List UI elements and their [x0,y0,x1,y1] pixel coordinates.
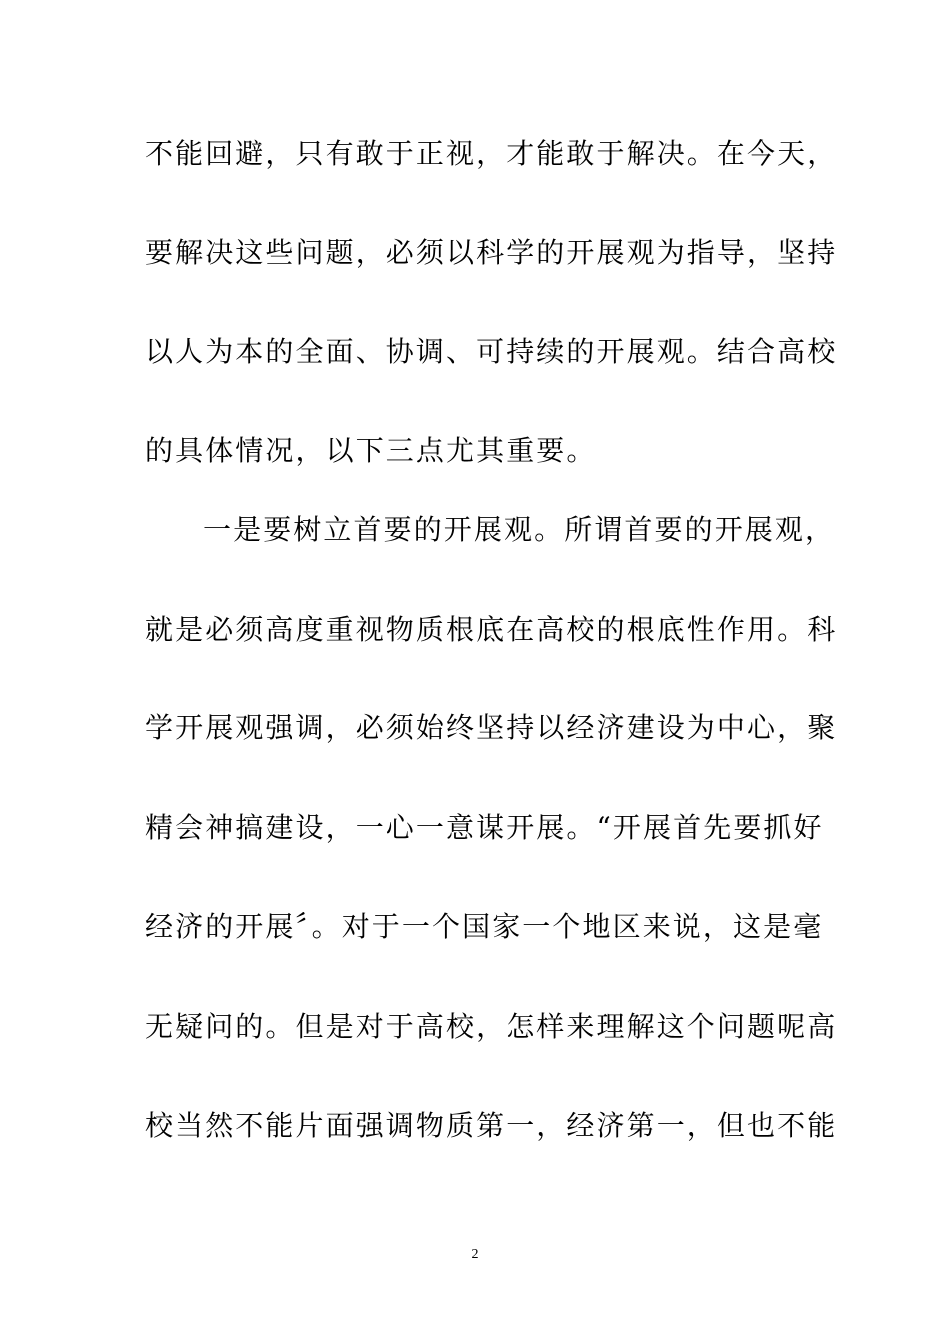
text-line: 的具体情况，以下三点尤其重要。 [145,434,597,467]
page-number: 2 [471,1247,479,1262]
text-line: 不能回避，只有敢于正视，才能敢于解决。在今天， [145,137,838,170]
text-line: 校当然不能片面强调物质第一，经济第一，但也不能 [145,1109,838,1142]
text-line: 经济的开展〞。对于一个国家一个地区来说，这是毫 [145,910,824,943]
paragraph-first-line: 一是要树立首要的开展观。所谓首要的开展观， [203,513,836,546]
text-line: 学开展观强调，必须始终坚持以经济建设为中心，聚 [145,711,838,744]
text-line: 就是必须高度重视物质根底在高校的根底性作用。科 [145,613,838,646]
text-line: 要解决这些问题，必须以科学的开展观为指导，坚持 [145,236,838,269]
text-line: 无疑问的。但是对于高校，怎样来理解这个问题呢高 [145,1010,838,1043]
text-line: 精会神搞建设，一心一意谋开展。“开展首先要抓好 [145,811,824,844]
text-line: 以人为本的全面、协调、可持续的开展观。结合高校 [145,335,838,368]
